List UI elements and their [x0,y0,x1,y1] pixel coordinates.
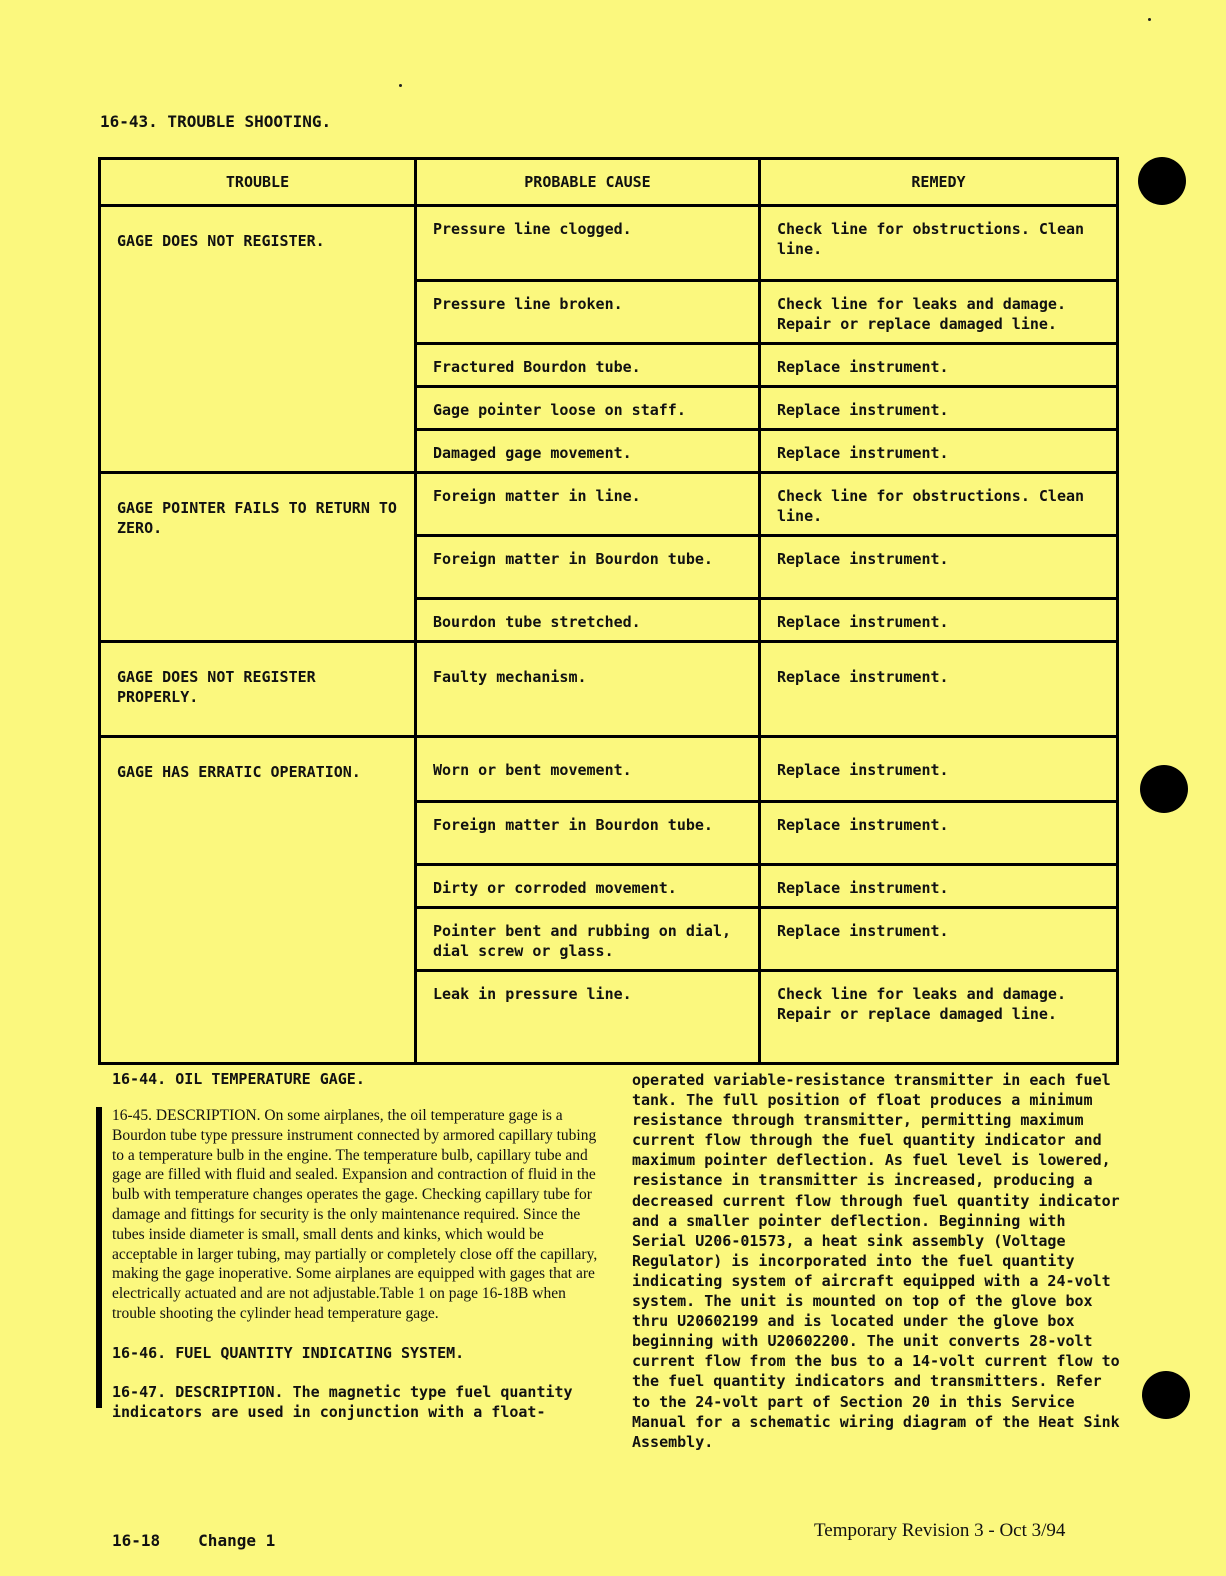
section-16-47-description: 16-47. DESCRIPTION. The magnetic type fuel quantity indicators are used in conjunction with a float- [112,1382,573,1421]
binder-hole-bottom [1142,1371,1190,1419]
remedy-cell: Check line for obstructions. Clean line. [760,206,1118,281]
section-16-47-continued: operated variable-resistance transmitter in each fuel tank. The full position of float produces a minimum resistance through transmitter, permitting maximum current flow through the fuel quantity indicator and maximum pointer deflection. As fuel level is lowered, resistance in transmitter is increased, producing a decreased current flow through fuel quantity indicator and a smaller pointer deflection. Beginning with Serial U206-01573, a heat sink assembly (Voltage Regulator) is incorporated into the fuel quantity indicating system of aircraft equipped with a 24-volt system. The unit is mounted on top of the glove box thru U20602199 and is located under the glove box beginning with U20602200. The unit converts 28-volt current flow from the bus to a 14-volt current flow to the fuel quantity indicators and transmitters. Refer to the 24-volt part of Section 20 in this Service Manual for a schematic wiring diagram of the Heat Sink Assembly. [632,1071,1120,1451]
page-heading: 16-43. TROUBLE SHOOTING. [100,112,332,131]
cause-cell: Bourdon tube stretched. [416,599,760,642]
section-16-45-description: 16-45. DESCRIPTION. On some airplanes, the oil temperature gage is a Bourdon tube type pressure instrument connected by armored capillary tubing to a temperature bulb in the engine. The temperature bulb, capillary tube and gage are filled with fluid and sealed. Expansion and contraction of fluid in the bulb with temperature changes operates the gage. Checking capillary tube for damage and fittings for security is the only maintenance required. Since the tubes inside diameter is small, small dents and kinks, which would be acceptable in larger tubing, may partially or completely close off the capillary, making the gage inoperative. Some airplanes are equipped with gages that are electrically actuated and are not adjustable.Table 1 on page 16-18B when trouble shooting the cylinder head temperature gage. [112,1107,598,1322]
cause-cell: Dirty or corroded movement. [416,865,760,908]
trouble-cell: GAGE DOES NOT REGISTER PROPERLY. [100,642,416,737]
section-16-44-title: 16-44. OIL TEMPERATURE GAGE. [112,1070,365,1088]
remedy-cell: Replace instrument. [760,430,1118,473]
binder-hole-middle [1140,765,1188,813]
trouble-shooting-table [98,157,1119,1065]
trouble-cell: GAGE DOES NOT REGISTER. [100,206,416,473]
remedy-cell: Check line for leaks and damage. Repair or replace damaged line. [760,281,1118,344]
remedy-cell: Replace instrument. [760,642,1118,737]
change-label: Change 1 [198,1531,276,1550]
speck [1148,18,1151,21]
cause-cell: Foreign matter in line. [416,473,760,536]
cause-cell: Fractured Bourdon tube. [416,344,760,387]
footer-left [112,1531,313,1550]
cause-cell: Pressure line clogged. [416,206,760,281]
table-row [100,473,1118,536]
table-header-row [100,159,1118,206]
remedy-cell: Replace instrument. [760,536,1118,599]
right-text-column [632,1070,1122,1452]
section-16-46-title: 16-46. FUEL QUANTITY INDICATING SYSTEM. [112,1343,465,1362]
trouble-cell: GAGE HAS ERRATIC OPERATION. [100,737,416,1064]
remedy-cell: Replace instrument. [760,802,1118,865]
remedy-cell: Replace instrument. [760,599,1118,642]
cause-cell: Pointer bent and rubbing on dial, dial screw or glass. [416,908,760,971]
remedy-cell: Replace instrument. [760,865,1118,908]
header-remedy: REMEDY [760,159,1118,206]
remedy-cell: Replace instrument. [760,387,1118,430]
trouble-cell: GAGE POINTER FAILS TO RETURN TO ZERO. [100,473,416,642]
table-row [100,737,1118,802]
remedy-cell: Replace instrument. [760,344,1118,387]
remedy-cell: Replace instrument. [760,908,1118,971]
page-number: 16-18 [112,1531,161,1550]
remedy-cell: Replace instrument. [760,737,1118,802]
cause-cell: Leak in pressure line. [416,971,760,1064]
remedy-cell: Check line for leaks and damage. Repair or replace damaged line. [760,971,1118,1064]
revision-label: Temporary Revision 3 - Oct 3/94 [814,1520,1066,1541]
binder-hole-top [1138,157,1186,205]
cause-cell: Foreign matter in Bourdon tube. [416,536,760,599]
cause-cell: Worn or bent movement. [416,737,760,802]
remedy-cell: Check line for obstructions. Clean line. [760,473,1118,536]
header-probable-cause: PROBABLE CAUSE [416,159,760,206]
revision-change-bar [96,1107,102,1408]
speck [399,84,402,87]
cause-cell: Damaged gage movement. [416,430,760,473]
table-row [100,642,1118,737]
cause-cell: Gage pointer loose on staff. [416,387,760,430]
table-row [100,206,1118,281]
left-text-column [112,1070,612,1422]
header-trouble: TROUBLE [100,159,416,206]
cause-cell: Faulty mechanism. [416,642,760,737]
cause-cell: Foreign matter in Bourdon tube. [416,802,760,865]
cause-cell: Pressure line broken. [416,281,760,344]
